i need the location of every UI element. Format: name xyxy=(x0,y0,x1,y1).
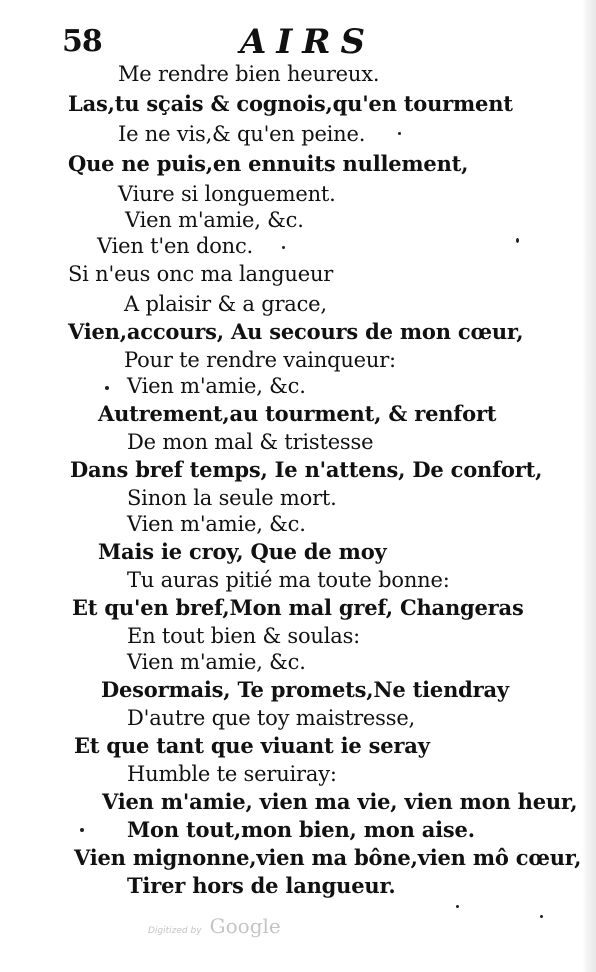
verse-line: Vien m'amie, &c. xyxy=(125,208,304,232)
verse-line: Pour te rendre vainqueur: xyxy=(124,348,396,372)
verse-line: Mon tout,mon bien, mon aise. xyxy=(127,817,475,842)
verse-line: En tout bien & soulas: xyxy=(127,624,361,648)
verse-line: Vien m'amie, vien ma vie, vien mon heur, xyxy=(102,789,578,814)
verse-line: Vien m'amie, &c. xyxy=(127,374,306,398)
verse-line: Vien,accours, Au secours de mon cœur, xyxy=(68,319,524,344)
verse-line: Tu auras pitié ma toute bonne: xyxy=(127,568,450,592)
ink-speck xyxy=(282,246,285,249)
verse-line: Sinon la seule mort. xyxy=(127,486,337,510)
ink-speck xyxy=(398,132,401,135)
verse-line: Mais ie croy, Que de moy xyxy=(98,539,387,564)
ink-speck xyxy=(540,915,543,918)
watermark-prefix: Digitized by xyxy=(148,926,202,936)
verse-line: D'autre que toy maistresse, xyxy=(127,706,416,730)
verse-line: Vien m'amie, &c. xyxy=(127,650,306,674)
verse-line: Autrement,au tourment, & renfort xyxy=(98,401,497,426)
ink-speck xyxy=(516,238,519,243)
page-number: 58 xyxy=(62,24,102,59)
verse-line: Vien t'en donc. xyxy=(97,234,254,258)
ink-speck xyxy=(80,828,84,832)
ink-speck xyxy=(105,386,109,390)
verse-line: Ie ne vis,& qu'en peine. xyxy=(118,122,366,146)
verse-line: A plaisir & a grace, xyxy=(124,292,327,316)
page-header xyxy=(0,22,596,62)
verse-line: Et que tant que viuant ie seray xyxy=(74,733,430,758)
verse-line: Humble te seruiray: xyxy=(127,762,337,786)
verse-line: Viure si longuement. xyxy=(118,182,336,206)
verse-line: De mon mal & tristesse xyxy=(127,430,374,454)
ink-speck xyxy=(456,905,459,908)
verse-line: Tirer hors de langueur. xyxy=(127,873,396,898)
verse-line: Me rendre bien heureux. xyxy=(118,62,380,86)
verse-line: Dans bref temps, Ie n'attens, De confort, xyxy=(70,457,543,482)
verse-line: Si n'eus onc ma langueur xyxy=(68,262,334,286)
verse-line: Que ne puis,en ennuits nullement, xyxy=(68,151,469,176)
verse-line: Vien m'amie, &c. xyxy=(127,512,306,536)
verse-line: Desormais, Te promets,Ne tiendray xyxy=(101,677,509,702)
verse-line: Vien mignonne,vien ma bône,vien mô cœur, xyxy=(74,845,582,870)
digitization-watermark xyxy=(148,914,281,938)
running-title: AIRS xyxy=(240,22,376,62)
verse-line: Et qu'en bref,Mon mal gref, Changeras xyxy=(72,595,524,620)
verse-line: Las,tu sçais & cognois,qu'en tourment xyxy=(68,91,513,116)
page-edge-shadow xyxy=(582,0,596,972)
watermark-brand: Google xyxy=(209,914,281,938)
